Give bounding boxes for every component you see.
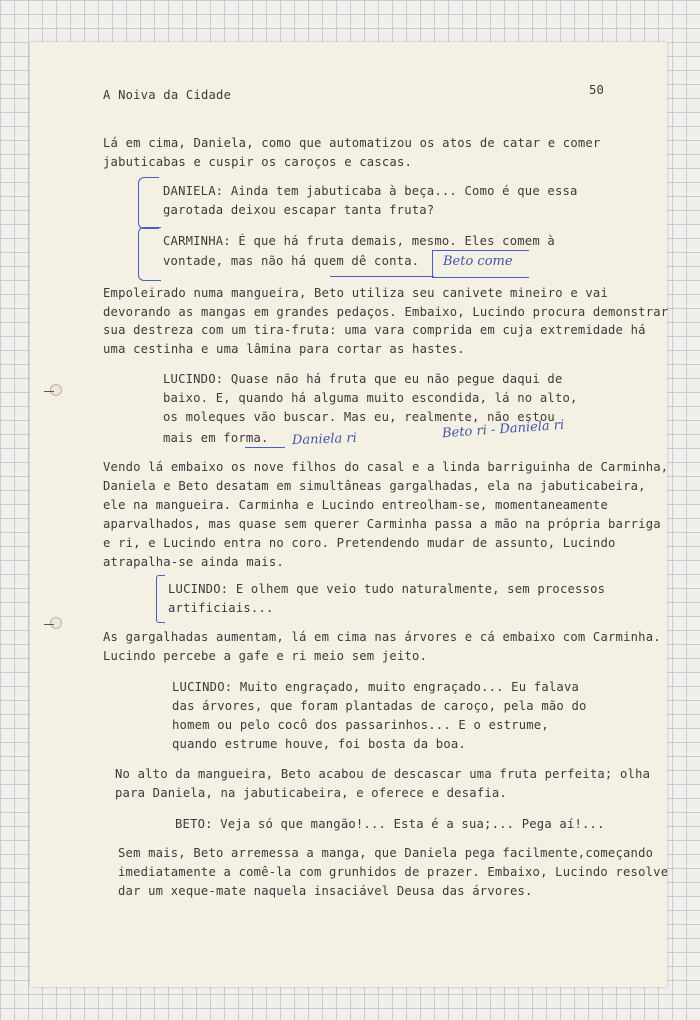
text-line: Lucindo percebe a gafe e ri meio sem jeito. — [103, 649, 428, 663]
text-line: Daniela e Beto desatam em simultâneas gargalhadas, ela na jabuticabeira, — [103, 479, 646, 493]
text-line: Sem mais, Beto arremessa a manga, que Daniela pega facilmente,começando — [118, 846, 654, 860]
dialogue-line: quando estrume houve, foi bosta da boa. — [172, 737, 466, 751]
dialogue-line: das árvores, que foram plantadas de caroço, pela mão do — [172, 699, 587, 713]
text-line: sua destreza com um tira-fruta: uma vara comprida em cuja extremidade há — [103, 323, 646, 337]
dialogue-line: artificiais... — [168, 601, 274, 615]
dialogue-line: garotada deixou escapar tanta fruta? — [163, 203, 435, 217]
text-line: Empoleirado numa mangueira, Beto utiliza seu canivete mineiro e vai — [103, 286, 609, 300]
dialogue-line: LUCINDO: Quase não há fruta que eu não pegue daqui de — [163, 372, 563, 386]
pen-underline — [330, 276, 434, 277]
text-line: para Daniela, na jabuticabeira, e oferece e desafia. — [115, 786, 507, 800]
punch-hole — [50, 617, 62, 629]
dialogue-line: DANIELA: Ainda tem jabuticaba à beça... Como é que essa — [163, 184, 578, 198]
pen-bracket — [138, 177, 159, 229]
handwritten-note: Beto come — [443, 254, 513, 269]
text-line: dar um xeque-mate naquela insaciável Deusa das árvores. — [118, 884, 533, 898]
text-line: e ri, e Lucindo entra no coro. Pretendendo mudar de assunto, Lucindo — [103, 536, 616, 550]
dialogue-line: baixo. E, quando há alguma muito escondida, lá no alto, — [163, 391, 578, 405]
text-line: ele na mangueira. Carminha e Lucindo entreolham-se, momentaneamente — [103, 498, 609, 512]
page-number: 50 — [589, 83, 605, 97]
pen-bracket — [156, 575, 165, 623]
pen-underline — [245, 447, 285, 448]
text-line: aparvalhados, mas quase sem querer Carminha passa a mão na própria barriga — [103, 517, 661, 531]
dialogue-line: LUCINDO: Muito engraçado, muito engraçado... Eu falava — [172, 680, 580, 694]
text-line: imediatamente a comê-la com grunhidos de prazer. Embaixo, Lucindo resolve — [118, 865, 669, 879]
dialogue-line: BETO: Veja só que mangão!... Esta é a sua;... Pega aí!... — [175, 817, 605, 831]
pen-bracket — [138, 227, 161, 281]
margin-mark — [44, 391, 54, 392]
text-line: jabuticabas e cuspir os caroços e cascas. — [103, 155, 413, 169]
handwritten-note: Daniela ri — [291, 430, 358, 449]
document-title: A Noiva da Cidade — [103, 88, 232, 102]
dialogue-line: homem ou pelo cocô dos passarinhos... E o estrume, — [172, 718, 549, 732]
text-line: Lá em cima, Daniela, como que automatizou os atos de catar e comer — [103, 136, 601, 150]
handwritten-note: Beto ri - Daniela ri — [441, 417, 565, 442]
document-page — [30, 42, 667, 987]
margin-mark — [44, 624, 54, 625]
text-line: As gargalhadas aumentam, lá em cima nas árvores e cá embaixo com Carminha. — [103, 630, 661, 644]
text-line: atrapalha-se ainda mais. — [103, 555, 284, 569]
dialogue-line: vontade, mas não há quem dê conta. — [163, 254, 420, 268]
text-line: devorando as mangas em grandes pedaços. Embaixo, Lucindo procura demonstrar — [103, 305, 669, 319]
text-line: No alto da mangueira, Beto acabou de descascar uma fruta perfeita; olha — [115, 767, 651, 781]
dialogue-line: LUCINDO: E olhem que veio tudo naturalmente, sem processos — [168, 582, 606, 596]
dialogue-line: CARMINHA: É que há fruta demais, mesmo. Eles comem à — [163, 234, 555, 248]
dialogue-line: os moleques vão buscar. Mas eu, realmente, não estou — [163, 410, 555, 424]
text-line: uma cestinha e uma lâmina para cortar as hastes. — [103, 342, 465, 356]
punch-hole — [50, 384, 62, 396]
text-line: Vendo lá embaixo os nove filhos do casal e a linda barriguinha de Carminha, — [103, 460, 669, 474]
dialogue-line: mais em forma. — [163, 431, 269, 445]
